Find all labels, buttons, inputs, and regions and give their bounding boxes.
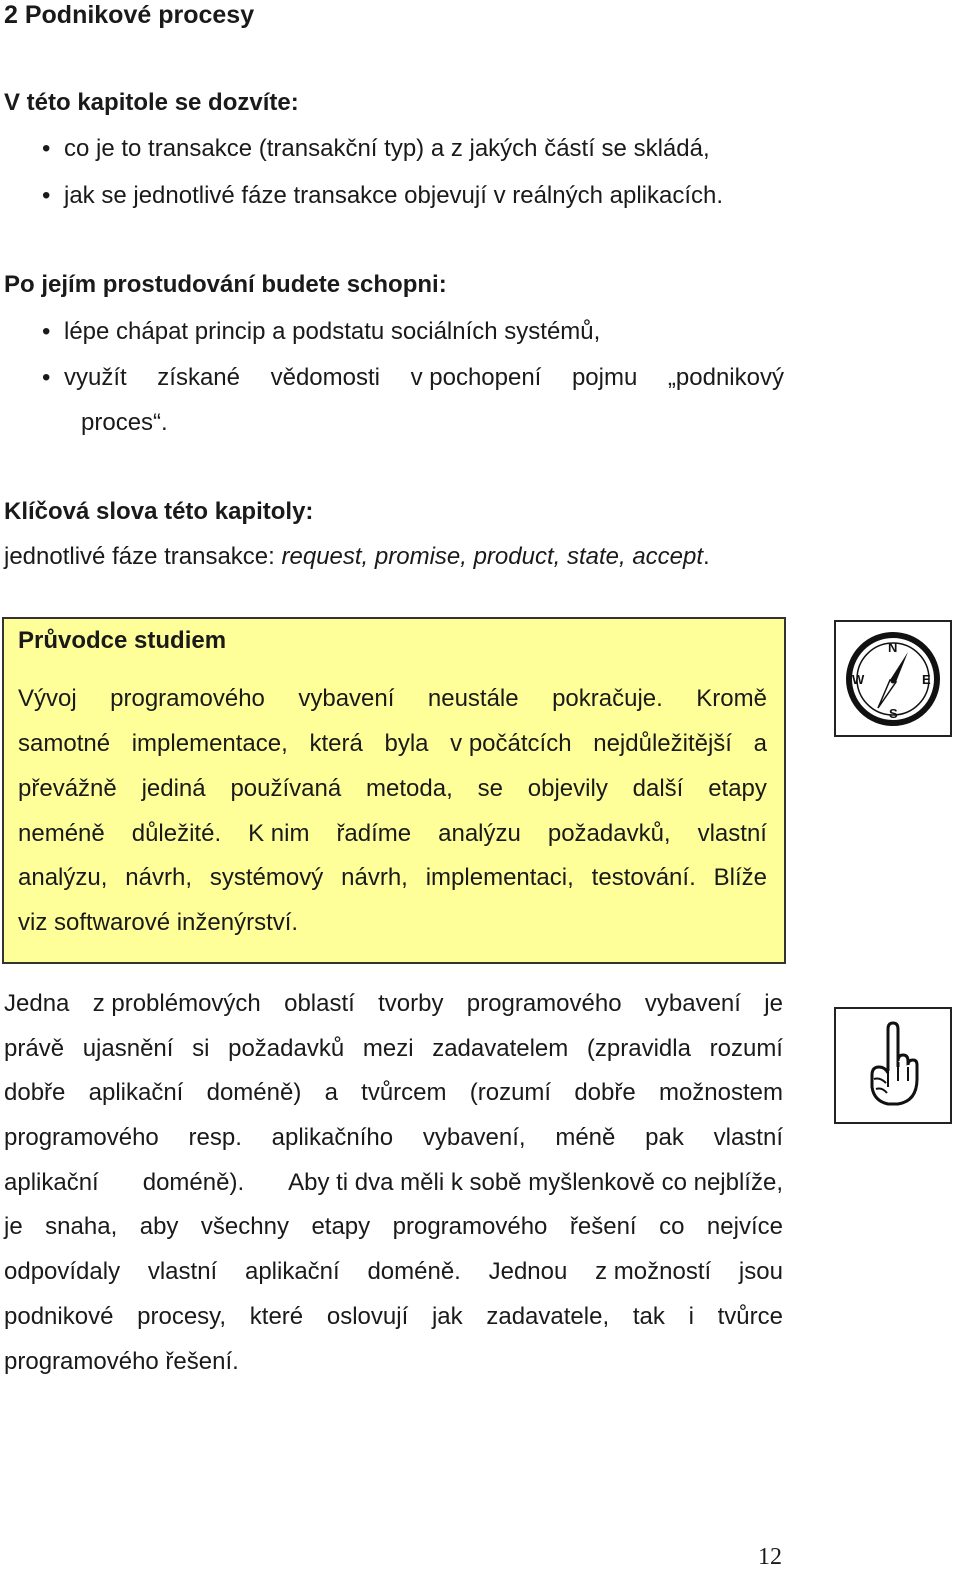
study-guide-line: převážně jediná používaná metoda, se objevily další etapy bbox=[18, 775, 767, 802]
study-guide-line: analýzu, návrh, systémový návrh, implementaci, testování. Blíže bbox=[18, 864, 767, 891]
study-guide-title: Průvodce studiem bbox=[18, 627, 227, 654]
body-line: Jedna z problémových oblastí tvorby programového vybavení je bbox=[4, 990, 783, 1017]
page-number: 12 bbox=[758, 1544, 782, 1570]
body-line: právě ujasnění si požadavků mezi zadavatelem (zpravidla rozumí bbox=[4, 1035, 783, 1062]
skills-item: • lépe chápat princip a podstatu sociálních systémů, bbox=[42, 318, 601, 345]
chapter-title: 2 Podnikové procesy bbox=[4, 1, 255, 29]
study-guide-line: Vývoj programového vybavení neustále pokračuje. Kromě bbox=[18, 685, 767, 712]
body-line: programového řešení. bbox=[4, 1348, 239, 1375]
skills-item-continuation: proces“. bbox=[81, 409, 168, 436]
body-line: odpovídaly vlastní aplikační doméně. Jednou z možností jsou bbox=[4, 1258, 783, 1285]
body-line: dobře aplikační doméně) a tvůrcem (rozumí dobře možnostem bbox=[4, 1079, 783, 1106]
svg-text:N: N bbox=[888, 640, 898, 655]
learn-heading: V této kapitole se dozvíte: bbox=[4, 89, 299, 116]
body-line: programového resp. aplikačního vybavení, méně pak vlastní bbox=[4, 1124, 783, 1151]
compass-icon bbox=[834, 620, 952, 737]
skills-heading: Po jejím prostudování budete schopni: bbox=[4, 271, 447, 298]
study-guide-line: viz softwarové inženýrství. bbox=[18, 909, 299, 936]
skills-item: • využít získané vědomosti v pochopení pojmu „podnikový bbox=[42, 364, 784, 391]
svg-text:E: E bbox=[922, 672, 931, 687]
keywords-heading: Klíčová slova této kapitoly: bbox=[4, 498, 314, 525]
body-line: je snaha, aby všechny etapy programového řešení co nejvíce bbox=[4, 1213, 783, 1240]
body-line: aplikační doméně). Aby ti dva měli k sobě myšlenkově co nejblíže, bbox=[4, 1169, 783, 1196]
learn-item: • co je to transakce (transakční typ) a z jakých částí se skládá, bbox=[42, 135, 710, 162]
svg-text:S: S bbox=[889, 706, 898, 721]
body-line: podnikové procesy, které oslovují jak zadavatele, tak i tvůrce bbox=[4, 1303, 783, 1330]
svg-text:W: W bbox=[852, 672, 865, 687]
study-guide-line: samotné implementace, která byla v počátcích nejdůležitější a bbox=[18, 730, 767, 757]
skills-item-text: využít získané vědomosti v pochopení pojmu „podnikový bbox=[64, 364, 784, 391]
keywords-line: jednotlivé fáze transakce: request, promise, product, state, accept. bbox=[4, 543, 710, 570]
pointing-hand-icon bbox=[834, 1007, 952, 1124]
study-guide-line: neméně důležité. K nim řadíme analýzu požadavků, vlastní bbox=[18, 820, 767, 847]
learn-item: • jak se jednotlivé fáze transakce objevují v reálných aplikacích. bbox=[42, 182, 724, 209]
